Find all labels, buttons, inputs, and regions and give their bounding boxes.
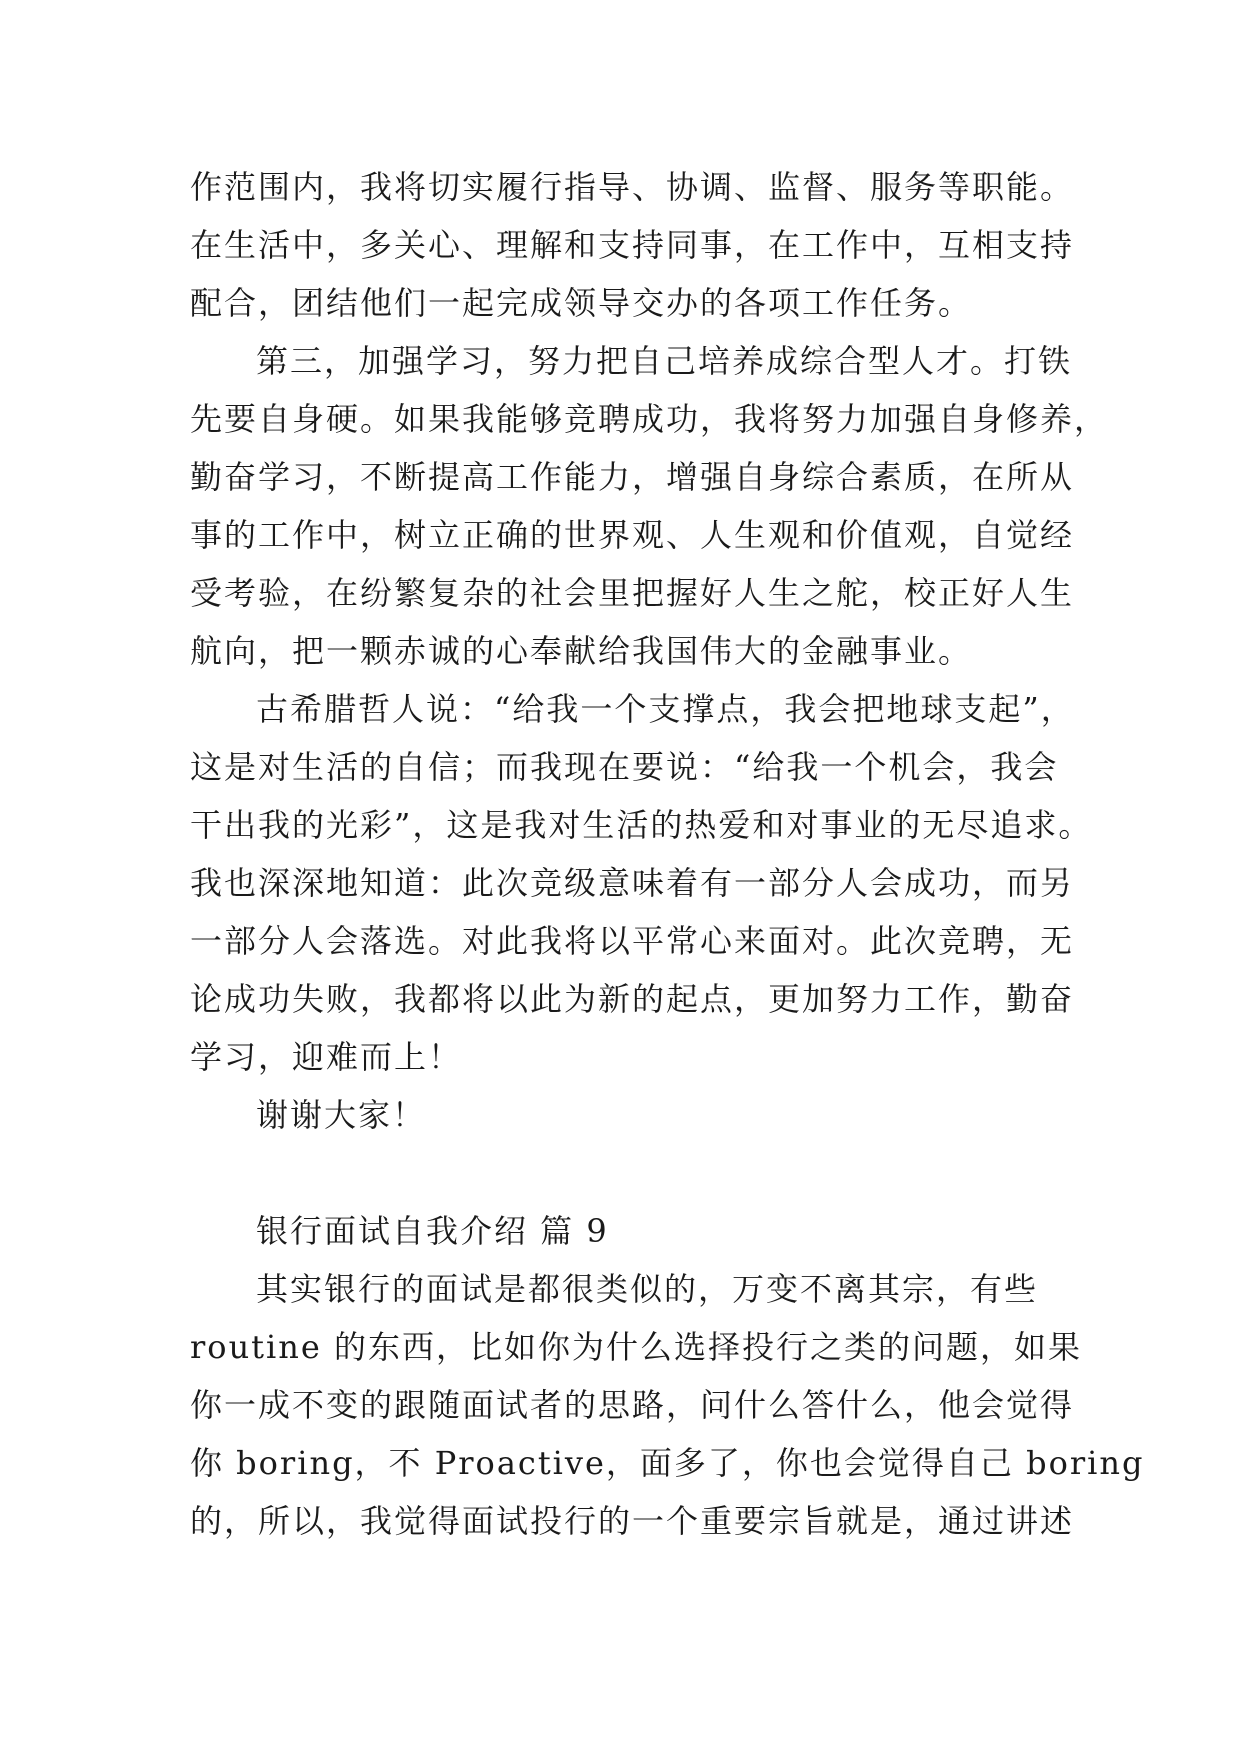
paragraph-line: routine 的东西，比如你为什么选择投行之类的问题，如果 [190,1328,1082,1366]
paragraph-line: 我也深深地知道：此次竞级意味着有一部分人会成功，而另 [190,864,1075,902]
paragraph-line: 干出我的光彩”，这是我对生活的热爱和对事业的无尽追求。 [190,806,1093,844]
paragraph-line: 古希腊哲人说：“给我一个支撑点，我会把地球支起”， [256,690,1075,728]
paragraph-line: 论成功失败，我都将以此为新的起点，更加努力工作，勤奋 [190,980,1075,1018]
paragraph-line: 你 boring，不 Proactive，面多了，你也会觉得自己 boring [190,1444,1145,1482]
section-heading: 银行面试自我介绍 篇 9 [256,1212,609,1250]
paragraph-line: 勤奋学习，不断提高工作能力，增强自身综合素质，在所从 [190,458,1075,496]
paragraph-line: 第三，加强学习，努力把自己培养成综合型人才。打铁 [256,342,1073,380]
closing-line: 谢谢大家！ [256,1096,427,1134]
paragraph-line: 航向，把一颗赤诚的心奉献给我国伟大的金融事业。 [190,632,973,670]
section-gap [190,1144,1070,1202]
paragraph-line: 你一成不变的跟随面试者的思路，问什么答什么，他会觉得 [190,1386,1075,1424]
paragraph-line: 事的工作中，树立正确的世界观、人生观和价值观，自觉经 [190,516,1075,554]
paragraph-line: 学习，迎难而上！ [190,1038,463,1076]
paragraph-line: 在生活中，多关心、理解和支持同事，在工作中，互相支持 [190,226,1075,264]
paragraph-line: 这是对生活的自信；而我现在要说：“给我一个机会，我会 [190,748,1059,786]
paragraph-line: 的，所以，我觉得面试投行的一个重要宗旨就是，通过讲述 [190,1502,1075,1540]
document-body [190,158,1145,1550]
paragraph-line: 其实银行的面试是都很类似的，万变不离其宗，有些 [256,1270,1039,1308]
paragraph-line: 先要自身硬。如果我能够竞聘成功，我将努力加强自身修养， [190,400,1109,438]
paragraph-line: 作范围内，我将切实履行指导、协调、监督、服务等职能。 [190,168,1075,206]
paragraph-line: 一部分人会落选。对此我将以平常心来面对。此次竞聘，无 [190,922,1075,960]
paragraph-line: 配合，团结他们一起完成领导交办的各项工作任务。 [190,284,973,322]
paragraph-line: 受考验，在纷繁复杂的社会里把握好人生之舵，校正好人生 [190,574,1075,612]
